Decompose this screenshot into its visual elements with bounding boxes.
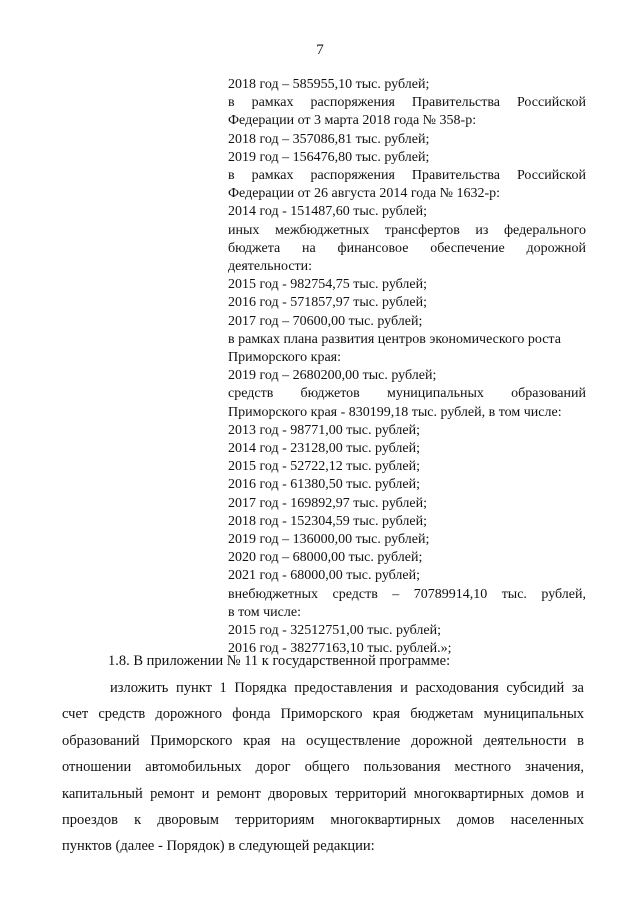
funding-line: Федерации от 3 марта 2018 года № 358-р: [228,113,477,129]
paragraph-line: счет средств дорожного фонда Приморского края бюджетам муниципальных [62,706,584,723]
funding-line: средств бюджетов муниципальных образований [228,386,586,402]
funding-line: 2020 год – 68000,00 тыс. рублей; [228,550,423,566]
funding-line: в рамках распоряжения Правительства Российской [228,95,586,111]
funding-list [228,76,586,659]
funding-line: в рамках плана развития центров экономического роста [228,331,561,347]
paragraph-line: образований Приморского края на осуществление дорожной деятельности в [62,732,584,749]
funding-line: 2016 год - 571857,97 тыс. рублей; [228,295,428,311]
paragraph-line: проездов к дворовым территориям многоквартирных домов населенных [62,812,584,829]
page-number: 7 [316,42,324,58]
paragraph-line: пунктов (далее - Порядок) в следующей редакции: [62,838,375,855]
section-heading: 1.8. В приложении № 11 к государственной программе: [108,653,451,669]
funding-line: 2014 год - 151487,60 тыс. рублей; [228,204,428,220]
funding-line: 2018 год – 357086,81 тыс. рублей; [228,131,430,147]
funding-line: в том числе: [228,604,301,620]
paragraph-line: изложить пункт 1 Порядка предоставления и расходования субсидий за [110,680,584,696]
funding-line: Приморского края - 830199,18 тыс. рублей, в том числе: [228,404,562,420]
funding-line: 2019 год – 156476,80 тыс. рублей; [228,149,430,165]
funding-line: Федерации от 26 августа 2014 года № 1632-р: [228,186,501,202]
funding-line: 2015 год - 982754,75 тыс. рублей; [228,277,428,293]
funding-line: 2015 год - 52722,12 тыс. рублей; [228,459,421,475]
funding-line: 2017 год - 169892,97 тыс. рублей; [228,495,428,511]
funding-line: 2018 год – 585955,10 тыс. рублей; [228,77,430,92]
body-paragraph [62,675,584,860]
funding-line: 2016 год - 61380,50 тыс. рублей; [228,477,421,493]
funding-line: 2021 год - 68000,00 тыс. рублей; [228,568,421,584]
funding-line: 2013 год - 98771,00 тыс. рублей; [228,422,421,438]
funding-line: 2019 год – 2680200,00 тыс. рублей; [228,368,437,384]
funding-line: иных межбюджетных трансфертов из федерального [228,222,586,238]
funding-line: 2017 год – 70600,00 тыс. рублей; [228,313,423,329]
funding-line: внебюджетных средств – 70789914,10 тыс. рублей, [228,586,586,602]
paragraph-line: отношении автомобильных дорог общего пользования местного значения, [62,759,584,776]
funding-line: 2014 год - 23128,00 тыс. рублей; [228,441,421,457]
funding-line: 2018 год - 152304,59 тыс. рублей; [228,513,428,529]
funding-line: бюджета на финансовое обеспечение дорожной [228,240,586,256]
funding-line: деятельности: [228,259,313,275]
paragraph-line: капитальный ремонт и ремонт дворовых территорий многоквартирных домов и [62,785,584,802]
funding-line: Приморского края: [228,350,342,366]
funding-line: 2015 год - 32512751,00 тыс. рублей; [228,623,442,639]
funding-line: в рамках распоряжения Правительства Российской [228,168,586,184]
funding-line: 2019 год – 136000,00 тыс. рублей; [228,532,430,548]
funding-line: 2016 год - 38277163,10 тыс. рублей.»; [228,641,452,657]
